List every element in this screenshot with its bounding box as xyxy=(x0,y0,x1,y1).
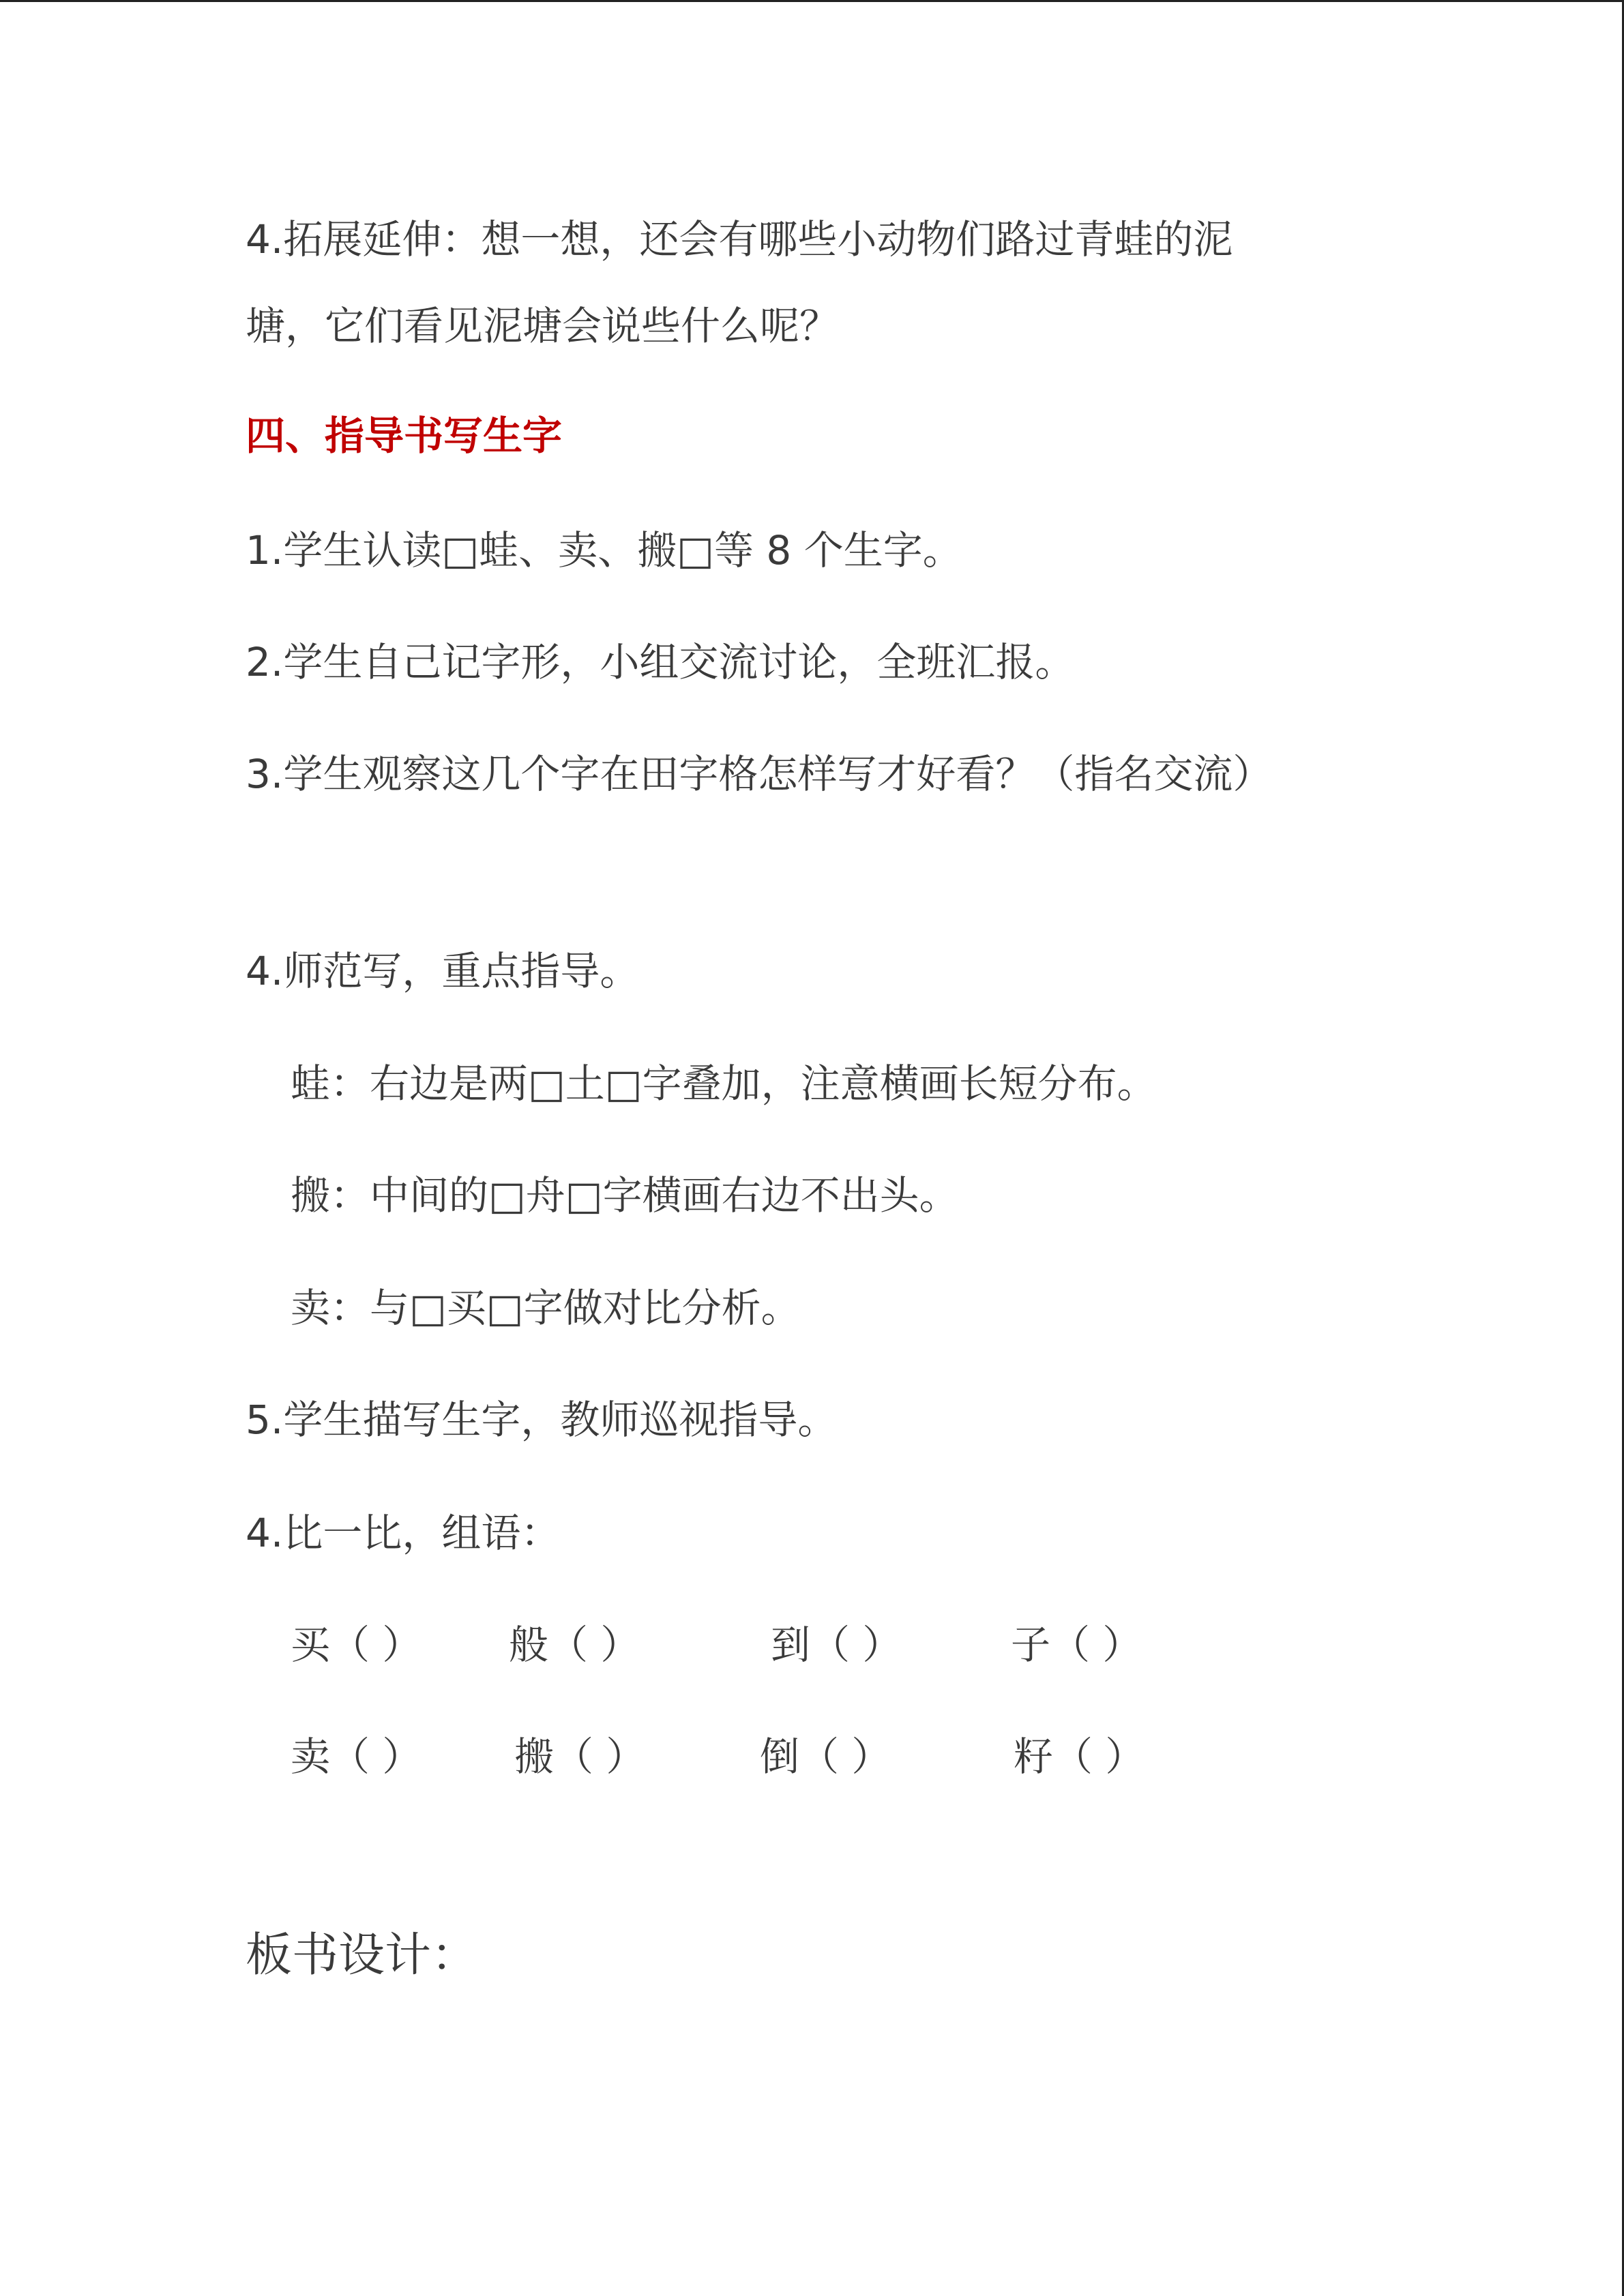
step-3: 3.学生观察这几个字在田字格怎样写才好看？（指名交流） xyxy=(246,751,1273,797)
step-4: 4.师范写，重点指导。 xyxy=(246,948,640,994)
step-5: 5.学生描写生字，教师巡视指导。 xyxy=(246,1397,838,1443)
compare-row-2 xyxy=(291,1733,1245,1780)
page-border-top xyxy=(0,0,1624,2)
paragraph-extension-line1: 4.拓展延伸：想一想，还会有哪些小动物们路过青蛙的泥 xyxy=(246,216,1233,263)
compare-row-1 xyxy=(291,1621,1245,1669)
compare-item: 买（ ） xyxy=(291,1622,422,1668)
section-heading-writing: 四、指导书写生字 xyxy=(246,413,563,459)
guidance-mai: 卖：与□买□字做对比分析。 xyxy=(291,1285,801,1331)
guidance-wa: 蛙：右边是两□土□字叠加，注意横画长短分布。 xyxy=(291,1060,1157,1107)
compare-item: 倒（ ） xyxy=(760,1733,891,1780)
compare-item: 子（ ） xyxy=(1011,1622,1142,1668)
board-design-title: 板书设计： xyxy=(246,1928,478,1982)
step-compare: 4.比一比，组语： xyxy=(246,1510,561,1556)
compare-item: 卖（ ） xyxy=(291,1733,422,1780)
compare-item: 般（ ） xyxy=(509,1622,640,1668)
compare-item: 搬（ ） xyxy=(514,1733,646,1780)
compare-item: 到（ ） xyxy=(771,1622,902,1668)
compare-item: 籽（ ） xyxy=(1014,1733,1145,1780)
paragraph-extension-line2: 塘，它们看见泥塘会说些什么呢？ xyxy=(246,303,840,349)
step-2: 2.学生自己记字形，小组交流讨论，全班汇报。 xyxy=(246,639,1075,685)
step-1: 1.学生认读□蛙、卖、搬□等 8 个生字。 xyxy=(246,527,962,573)
guidance-ban: 搬：中间的□舟□字横画右边不出头。 xyxy=(291,1172,959,1219)
